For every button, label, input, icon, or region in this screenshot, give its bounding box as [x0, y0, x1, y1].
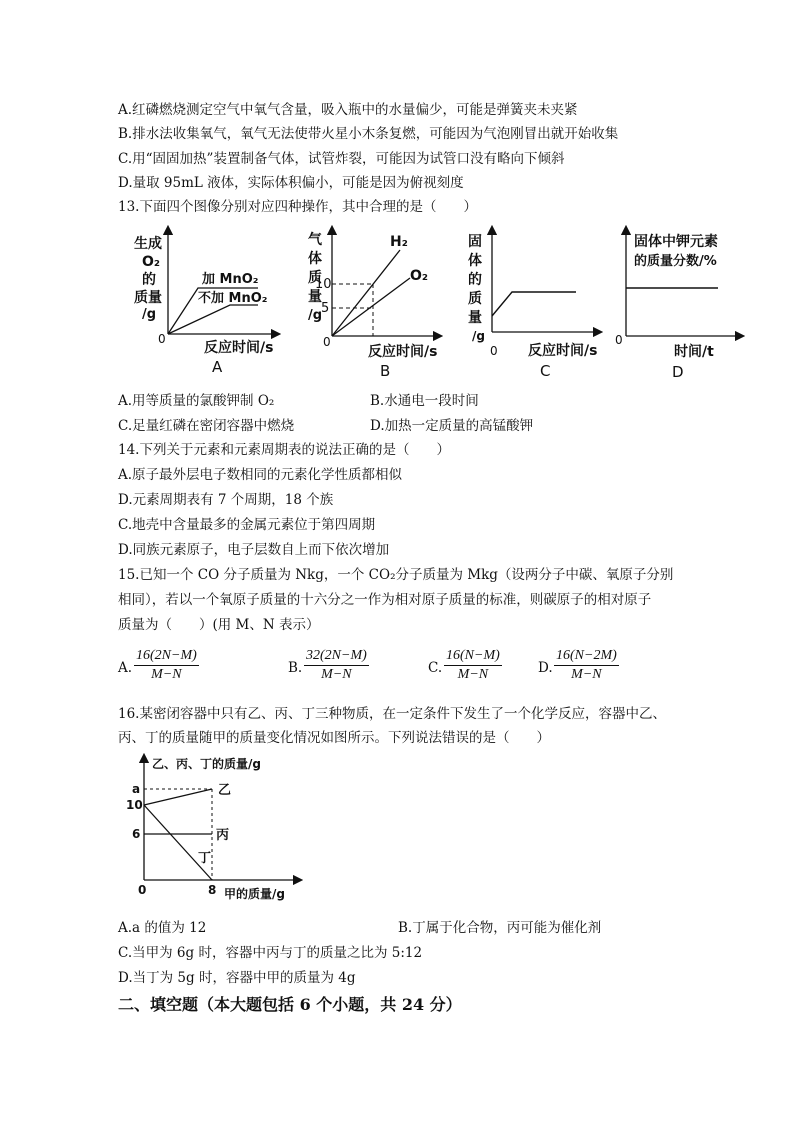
- graph-d-ylabel-1: 固体中钾元素: [634, 234, 718, 250]
- q15-option-a-denominator: M−N: [151, 667, 182, 682]
- graph-a-ylabel-2: O₂: [142, 254, 161, 270]
- q15-option-a-numerator: 16(2N−M): [134, 648, 199, 666]
- q15-option-b-denominator: M−N: [321, 667, 352, 682]
- graph-c: [468, 230, 598, 380]
- q16-tick-8: 8: [208, 883, 217, 897]
- graph-c-line: [492, 292, 576, 316]
- graph-b-tick-10: 10: [315, 277, 332, 292]
- graph-a-letter: A: [212, 358, 223, 376]
- graph-d-xlabel: 时间/t: [674, 344, 714, 360]
- q15-option-a-fraction: [134, 648, 199, 683]
- graph-b: [308, 230, 438, 380]
- graph-a-label-no-mno2: 不加 MnO₂: [198, 291, 268, 306]
- q16-line-2: 丙、丁的质量随甲的质量变化情况如图所示。下列说法错误的是（ ）: [118, 730, 550, 746]
- q13-option-a: A.用等质量的氯酸钾制 O₂: [118, 393, 275, 409]
- graph-a: [134, 230, 276, 376]
- q15-option-c-fraction: [444, 648, 502, 683]
- graph-b-origin: 0: [323, 335, 331, 349]
- q15-option-c-label: C.: [428, 660, 443, 676]
- graph-c-origin: 0: [490, 344, 498, 358]
- graph-a-ylabel-3: 的: [142, 272, 156, 288]
- q14-option-d: D.同族元素原子，电子层数自上而下依次增加: [118, 542, 390, 558]
- q15-option-a-label: A.: [118, 660, 133, 676]
- q16-line-1: 16.某密闭容器中只有乙、丙、丁三种物质，在一定条件下发生了一个化学反应，容器中乙、: [118, 706, 666, 722]
- graph-a-ylabel-5: /g: [142, 307, 157, 322]
- q16-label-bing: 丙: [216, 828, 230, 843]
- graph-c-letter: C: [540, 362, 551, 380]
- q15-option-d-denominator: M−N: [571, 667, 602, 682]
- q15-line-2: 相同），若以一个氧原子质量的十六分之一作为相对原子质量的标准，则碳原子的相对原子: [118, 592, 652, 608]
- q15-option-b-label: B.: [288, 660, 303, 676]
- graph-c-xlabel: 反应时间/s: [528, 343, 598, 359]
- q16-xlabel: 甲的质量/g: [224, 887, 285, 901]
- graph-d-origin: 0: [615, 333, 623, 347]
- q12-option-d: D.量取 95mL 液体，实际体积偏小，可能是因为俯视刻度: [118, 175, 464, 191]
- graph-b-letter: B: [380, 362, 391, 380]
- q14-stem: 14.下列关于元素和元素周期表的说法正确的是（ ）: [118, 442, 450, 458]
- q16-tick-6: 6: [132, 827, 141, 841]
- graph-b-tick-5: 5: [321, 301, 330, 316]
- q16-option-b: B.丁属于化合物，丙可能为催化剂: [398, 920, 602, 936]
- q13-option-b: B.水通电一段时间: [370, 393, 479, 409]
- graph-c-ylabel-6: /g: [472, 329, 485, 343]
- q15-option-b-numerator: 32(2N−M): [304, 648, 369, 666]
- q16-option-c: C.当甲为 6g 时，容器中丙与丁的质量之比为 5:12: [118, 945, 423, 961]
- graph-c-ylabel-2: 体: [468, 253, 482, 269]
- q15-option-c-numerator: 16(N−M): [444, 648, 502, 666]
- graph-a-origin: 0: [158, 332, 166, 346]
- q16-label-ding: 丁: [198, 851, 212, 866]
- q16-tick-a: a: [132, 782, 141, 796]
- graph-b-label-o2: O₂: [410, 268, 429, 284]
- section-2-heading: 二、填空题（本大题包括 6 个小题，共 24 分）: [118, 995, 462, 1014]
- q14-option-b: D.元素周期表有 7 个周期，18 个族: [118, 492, 334, 508]
- q15-option-b-fraction: [304, 648, 369, 683]
- graph-b-ylabel-1: 气: [308, 232, 322, 248]
- q16-line-ding: [144, 805, 212, 880]
- q16-option-d: D.当丁为 5g 时，容器中甲的质量为 4g: [118, 970, 356, 986]
- q16-origin: 0: [138, 883, 147, 897]
- q12-option-a: A.红磷燃烧测定空气中氧气含量，吸入瓶中的水量偏少，可能是弹簧夹未夹紧: [118, 102, 578, 118]
- q12-option-b: B.排水法收集氧气，氧气无法使带火星小木条复燃，可能因为气泡刚冒出就开始收集: [118, 126, 619, 142]
- graph-d-ylabel-2: 的质量分数/%: [634, 254, 717, 269]
- graph-c-ylabel-1: 固: [468, 234, 482, 250]
- q13-option-d: D.加热一定质量的高锰酸钾: [370, 418, 534, 434]
- graph-a-ylabel-1: 生成: [134, 236, 162, 252]
- graph-a-line-no-mno2: [168, 305, 258, 334]
- graph-b-ylabel-2: 体: [308, 251, 322, 267]
- q14-option-c: C.地壳中含量最多的金属元素位于第四周期: [118, 517, 376, 533]
- q15-option-c-denominator: M−N: [457, 667, 489, 682]
- graph-a-xlabel: 反应时间/s: [204, 340, 274, 356]
- graph-d-letter: D: [672, 363, 684, 381]
- q13-figures: [118, 222, 758, 384]
- graph-d: [615, 230, 740, 381]
- graph-b-ylabel-4: 量: [308, 289, 322, 305]
- graph-a-label-mno2: 加 MnO₂: [202, 272, 259, 287]
- q15-option-d-label: D.: [538, 660, 553, 676]
- q16-line-yi: [144, 789, 212, 805]
- q16-figure: [118, 752, 308, 908]
- q16-label-yi: 乙: [218, 783, 232, 798]
- graph-c-ylabel-4: 质: [468, 291, 482, 307]
- q15-line-3: 质量为（ ）(用 M、N 表示）: [118, 617, 320, 633]
- graph-b-xlabel: 反应时间/s: [368, 344, 438, 360]
- q14-option-a: A.原子最外层电子数相同的元素化学性质都相似: [118, 467, 403, 483]
- q13-stem: 13.下面四个图像分别对应四种操作，其中合理的是（ ）: [118, 199, 477, 215]
- graph-a-ylabel-4: 质量: [134, 290, 162, 306]
- q15-option-d-numerator: 16(N−2M): [554, 648, 619, 666]
- q16-tick-10: 10: [126, 798, 143, 812]
- graph-b-ylabel-5: /g: [308, 308, 323, 323]
- q15-line-1: 15.已知一个 CO 分子质量为 Nkg，一个 CO₂分子质量为 Mkg（设两分子中碳、氧原子分别: [118, 567, 674, 583]
- q12-option-c: C.用“固固加热”装置制备气体，试管炸裂，可能因为试管口没有略向下倾斜: [118, 151, 565, 167]
- graph-b-ylabel-3: 质: [308, 270, 322, 286]
- q13-option-c: C.足量红磷在密闭容器中燃烧: [118, 418, 295, 434]
- q16-option-a: A.a 的值为 12: [118, 920, 207, 936]
- q16-ylabel: 乙、丙、丁的质量/g: [152, 757, 261, 771]
- graph-c-ylabel-5: 量: [468, 310, 482, 326]
- graph-b-label-h2: H₂: [390, 234, 408, 250]
- graph-c-ylabel-3: 的: [468, 272, 482, 288]
- q15-option-d-fraction: [554, 648, 619, 683]
